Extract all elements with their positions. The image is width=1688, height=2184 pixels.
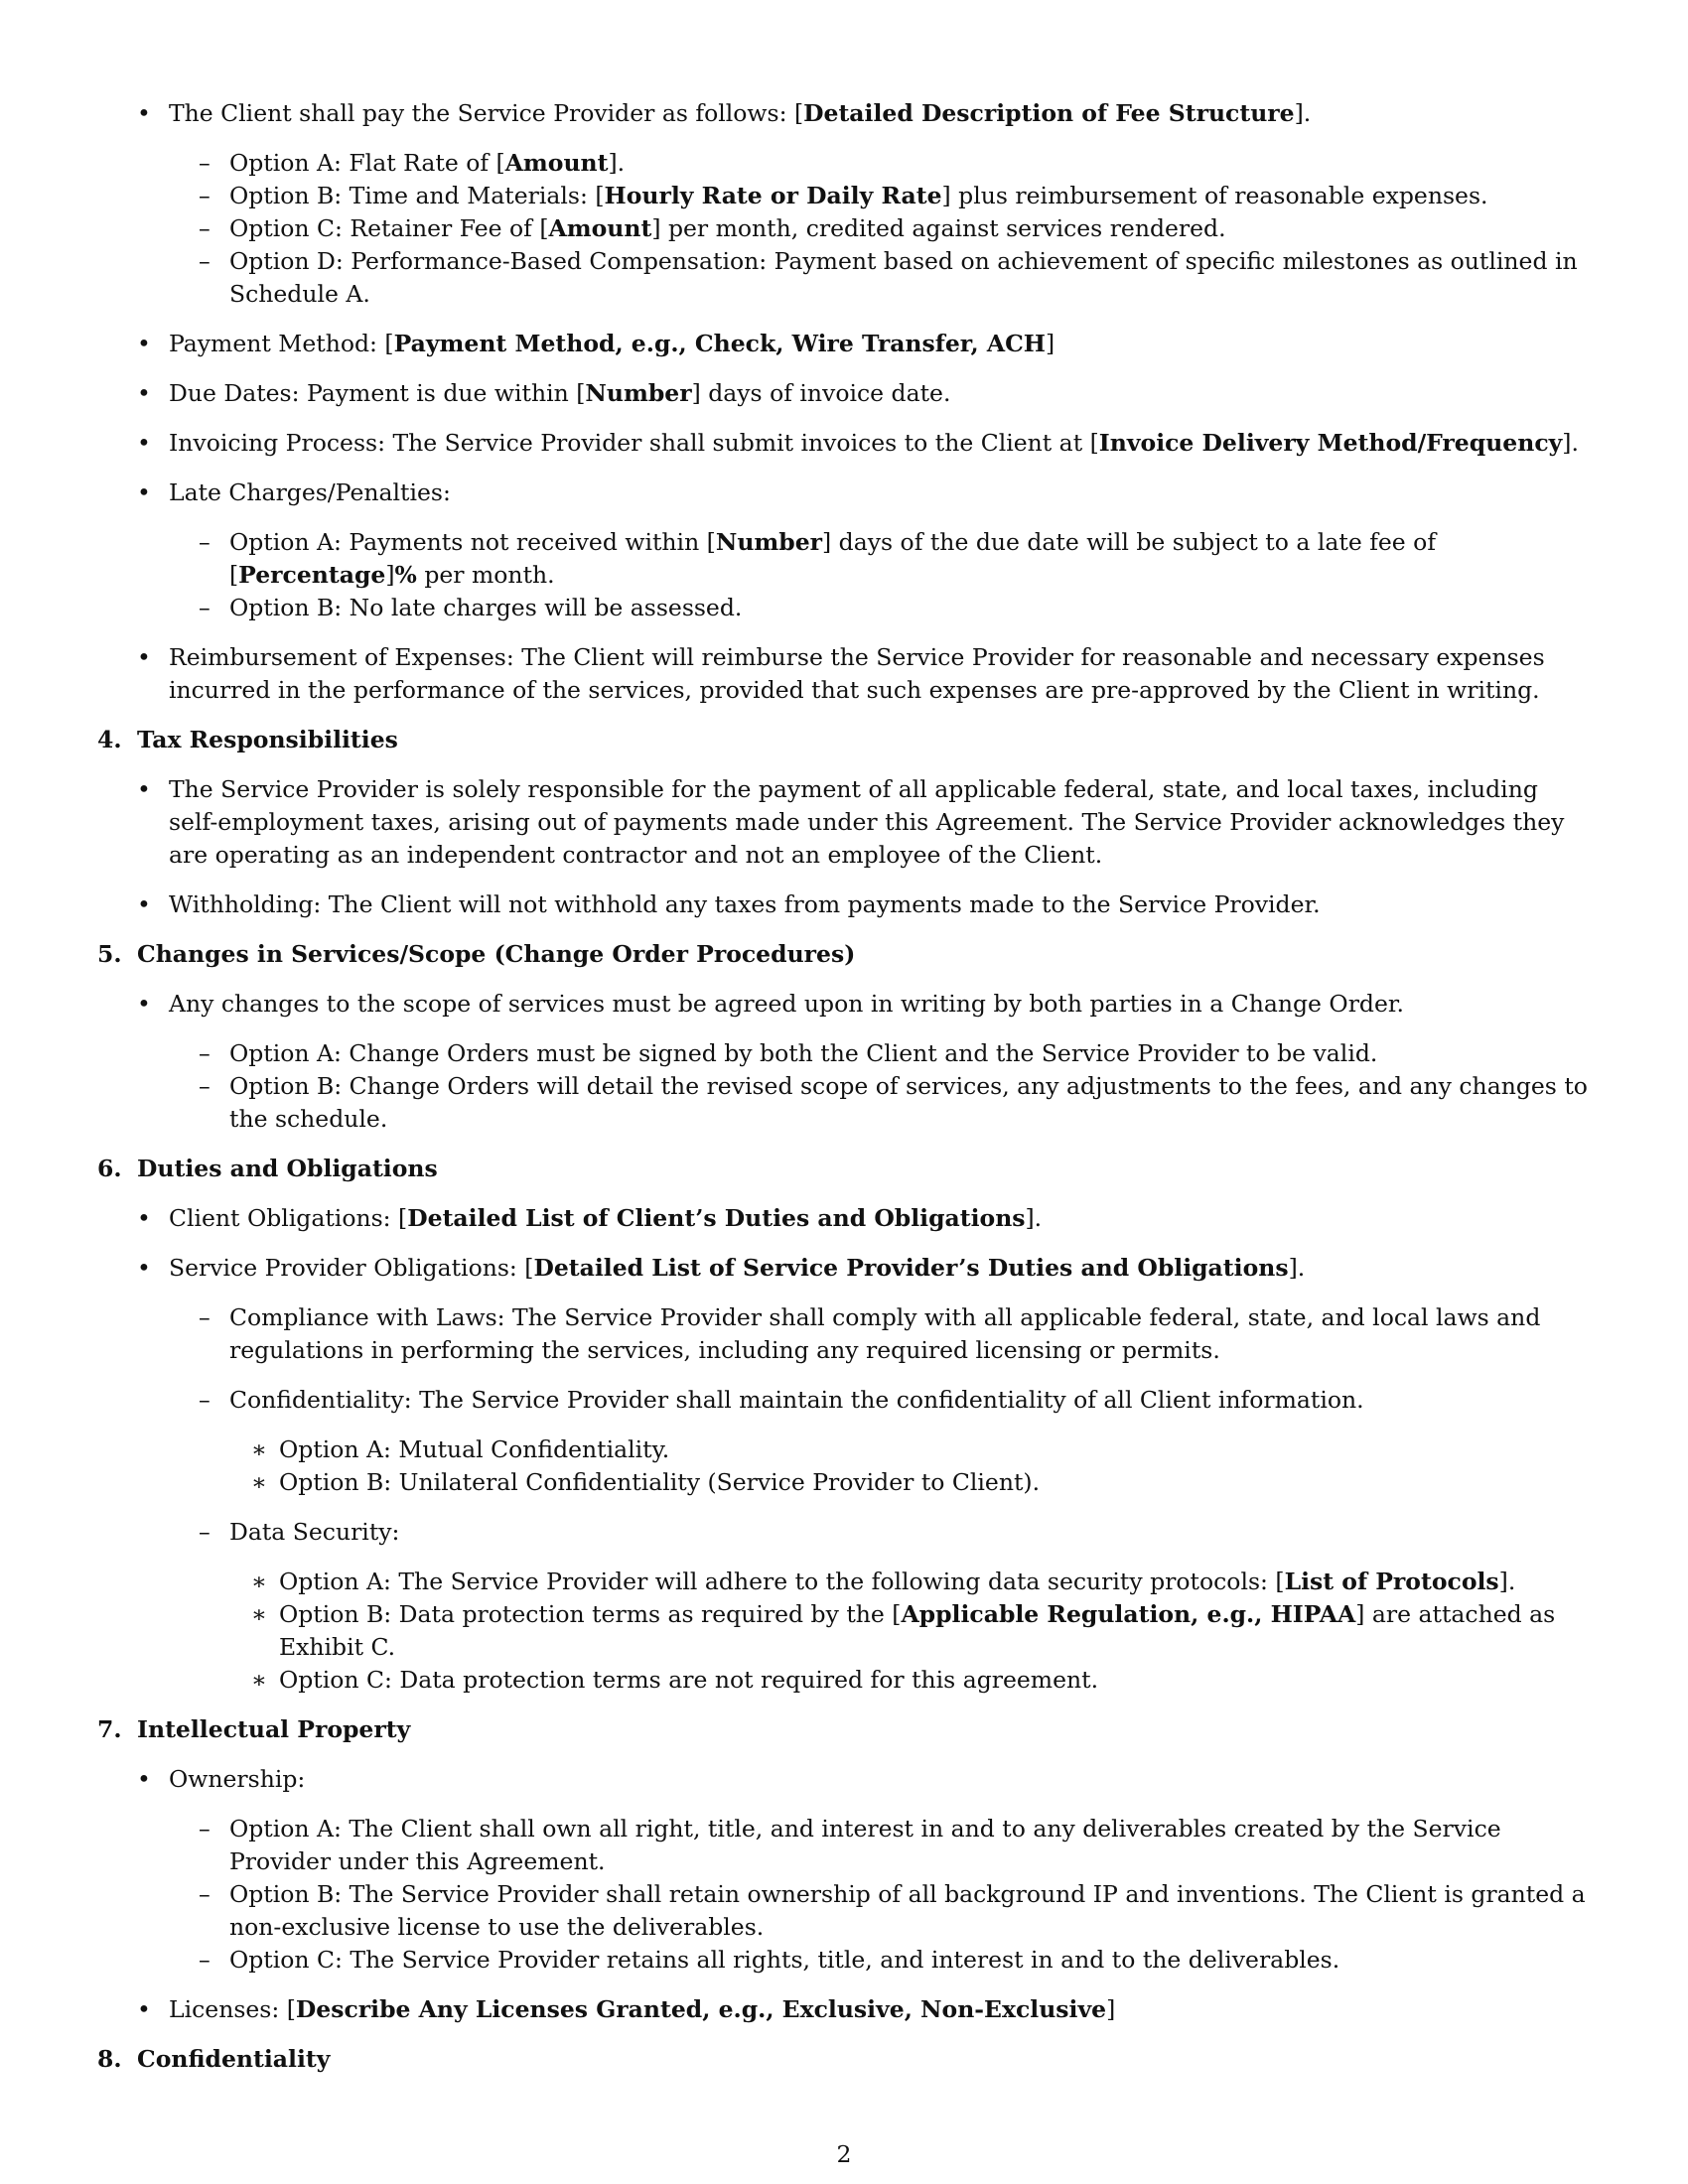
section-heading-ip: 7. Intellectual Property <box>97 1715 411 1743</box>
sub-sub-list-item: ∗ Option A: Mutual Confidentiality. <box>251 1435 670 1463</box>
sub-list <box>97 147 1589 311</box>
section-heading-tax: 4. Tax Responsibilities <box>97 726 398 753</box>
sub-list-item: – Option B: Time and Materials: [Hourly Rate or Daily Rate] plus reimbursement of reasonable expenses. <box>199 182 1488 209</box>
bullet-marker: • <box>137 99 151 127</box>
sub-list <box>97 1813 1589 1977</box>
sub-list-item: – Option B: No late charges will be assessed. <box>199 594 743 621</box>
list-item: • The Service Provider is solely responsible for the payment of all applicable federal, state, and local taxes, including self-employment taxes, arising out of payments made under this Agreement. The Service Provider acknowledges they are operating as an independent contractor and not an employee of the Client. <box>137 775 1565 869</box>
list-item: • Late Charges/Penalties: <box>137 478 451 506</box>
sub-list-item: – Option A: Flat Rate of [Amount]. <box>199 149 626 177</box>
sub-sub-list-item: ∗ Option B: Unilateral Confidentiality (Service Provider to Client). <box>251 1468 1041 1496</box>
sub-list-item: – Option C: Retainer Fee of [Amount] per month, credited against services rendered. <box>199 214 1226 242</box>
sub-list-item: – Option D: Performance-Based Compensation: Payment based on achievement of specific milestones as outlined in Schedule A. <box>199 247 1578 308</box>
document-body <box>97 97 1589 2093</box>
sub-sub-list-item: ∗ Option A: The Service Provider will adhere to the following data security protocols: [List of Protocols]. <box>251 1568 1516 1595</box>
sub-list-item: – Option C: The Service Provider retains all rights, title, and interest in and to the deliverables. <box>199 1946 1340 1974</box>
sub-list-item: – Option A: Change Orders must be signed by both the Client and the Service Provider to be valid. <box>199 1039 1378 1067</box>
sub-list <box>97 526 1589 624</box>
sub-list-item: – Option B: The Service Provider shall retain ownership of all background IP and inventions. The Client is granted a non-exclusive license to use the deliverables. <box>199 1880 1586 1941</box>
sub-sub-list-item: ∗ Option C: Data protection terms are not required for this agreement. <box>251 1666 1099 1694</box>
sub-sub-list <box>97 1566 1589 1697</box>
list-item: • Any changes to the scope of services must be agreed upon in writing by both parties in a Change Order. <box>137 990 1405 1018</box>
section-heading-confidentiality: 8. Confidentiality <box>97 2045 331 2073</box>
sub-list-item: – Option A: Payments not received within [Number] days of the due date will be subject to a late fee of [Percentage]% per month. <box>199 528 1437 589</box>
list-item: • Ownership: <box>137 1765 306 1793</box>
sub-list-item: – Option B: Change Orders will detail the revised scope of services, any adjustments to the fees, and any changes to the schedule. <box>199 1072 1588 1133</box>
sub-list <box>97 1037 1589 1136</box>
sub-sub-list-item: ∗ Option B: Data protection terms as required by the [Applicable Regulation, e.g., HIPAA] are attached as Exhibit C. <box>251 1600 1556 1661</box>
list-item: • Reimbursement of Expenses: The Client will reimburse the Service Provider for reasonable and necessary expenses incurred in the performance of the services, provided that such expenses are pre-approved by the Client in writing. <box>137 643 1545 704</box>
section-heading-changes: 5. Changes in Services/Scope (Change Order Procedures) <box>97 940 856 968</box>
list-item: • Invoicing Process: The Service Provider shall submit invoices to the Client at [Invoice Delivery Method/Frequency]. <box>137 429 1579 457</box>
list-item: • Withholding: The Client will not withhold any taxes from payments made to the Service Provider. <box>137 890 1321 918</box>
sub-sub-list <box>97 1433 1589 1499</box>
list-item: • Client Obligations: [Detailed List of Client’s Duties and Obligations]. <box>137 1204 1043 1232</box>
list-item: • The Client shall pay the Service Provider as follows: [Detailed Description of Fee Structure]. <box>97 97 1589 130</box>
list-item: • Payment Method: [Payment Method, e.g., Check, Wire Transfer, ACH] <box>137 330 1055 357</box>
page-number: 2 <box>836 2140 852 2168</box>
sub-list-item: – Option A: The Client shall own all right, title, and interest in and to any deliverables created by the Service Provider under this Agreement. <box>199 1815 1501 1875</box>
list-item: • Due Dates: Payment is due within [Number] days of invoice date. <box>137 379 951 407</box>
section-heading-duties: 6. Duties and Obligations <box>97 1155 438 1182</box>
sub-list-item: – Data Security: <box>199 1518 400 1546</box>
list-item: • Service Provider Obligations: [Detailed List of Service Provider’s Duties and Obligations]. <box>137 1254 1306 1282</box>
sub-list-item: – Compliance with Laws: The Service Provider shall comply with all applicable federal, state, and local laws and regulations in performing the services, including any required licensing or permits. <box>199 1303 1541 1364</box>
list-item: • Licenses: [Describe Any Licenses Granted, e.g., Exclusive, Non-Exclusive] <box>137 1995 1116 2023</box>
sub-list-item: – Confidentiality: The Service Provider shall maintain the confidentiality of all Client information. <box>199 1386 1364 1414</box>
